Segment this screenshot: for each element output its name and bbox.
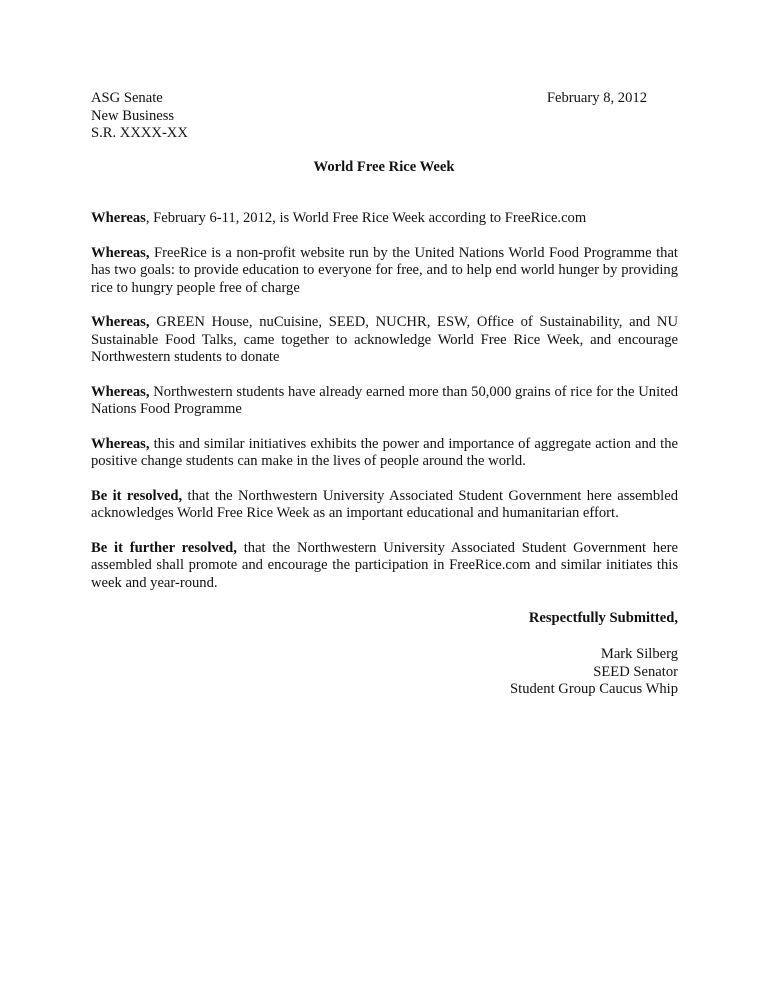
clause-text: that the Northwestern University Associated Student Government here assembled acknowledges World Free Rice Week as an important educational and humanitarian effort.	[91, 487, 679, 521]
clause-text: Northwestern students have already earned more than 50,000 grains of rice for the United Nations Food Programme	[91, 383, 678, 417]
clause-paragraph	[91, 245, 678, 298]
clause-paragraph	[91, 488, 678, 523]
organization-name: ASG Senate	[91, 90, 163, 106]
resolution-body	[91, 210, 678, 609]
clause-keyword: Whereas,	[91, 383, 150, 400]
clause-paragraph	[91, 540, 678, 593]
signer-position: Student Group Caucus Whip	[510, 681, 678, 697]
signer-role: SEED Senator	[593, 663, 678, 680]
document-header	[91, 90, 647, 143]
clause-paragraph	[91, 210, 678, 228]
signature-block	[510, 646, 678, 699]
clause-paragraph	[91, 384, 678, 419]
document-title: World Free Rice Week	[313, 159, 455, 175]
document-date: February 8, 2012	[546, 90, 647, 106]
closing-line: Respectfully Submitted,	[528, 610, 678, 626]
clause-keyword: Whereas,	[91, 244, 150, 261]
resolution-number: S.R. XXXX-XX	[91, 125, 188, 141]
section-name: New Business	[91, 107, 175, 124]
clause-paragraph	[91, 314, 678, 367]
clause-text: that the Northwestern University Associated Student Government here assembled shall promote and encourage the participation in FreeRice.com and similar initiates this week and year-round.	[91, 539, 678, 591]
signer-name: Mark Silberg	[600, 646, 678, 662]
clause-keyword: Whereas,	[91, 314, 150, 330]
clause-text: this and similar initiatives exhibits the power and importance of aggregate action and the positive change students can make in the lives of people around the world.	[91, 435, 678, 469]
clause-text: FreeRice is a non-profit website run by the United Nations World Food Programme that has two goals: to provide education to everyone for free, and to help end world hunger by providing rice to hungry people free of charge	[91, 244, 678, 296]
clause-keyword: Be it resolved,	[91, 487, 183, 504]
clause-keyword: Whereas	[91, 210, 146, 226]
clause-keyword: Be it further resolved,	[91, 539, 237, 556]
clause-text: GREEN House, nuCuisine, SEED, NUCHR, ESW, Office of Sustainability, and NU Sustainable Food Talks, came together to acknowledge World Free Rice Week, and encourage Northwestern students to donate	[91, 314, 678, 365]
clause-text: , February 6-11, 2012, is World Free Rice Week according to FreeRice.com	[145, 210, 587, 226]
clause-paragraph	[91, 436, 678, 471]
clause-keyword: Whereas,	[91, 435, 150, 452]
